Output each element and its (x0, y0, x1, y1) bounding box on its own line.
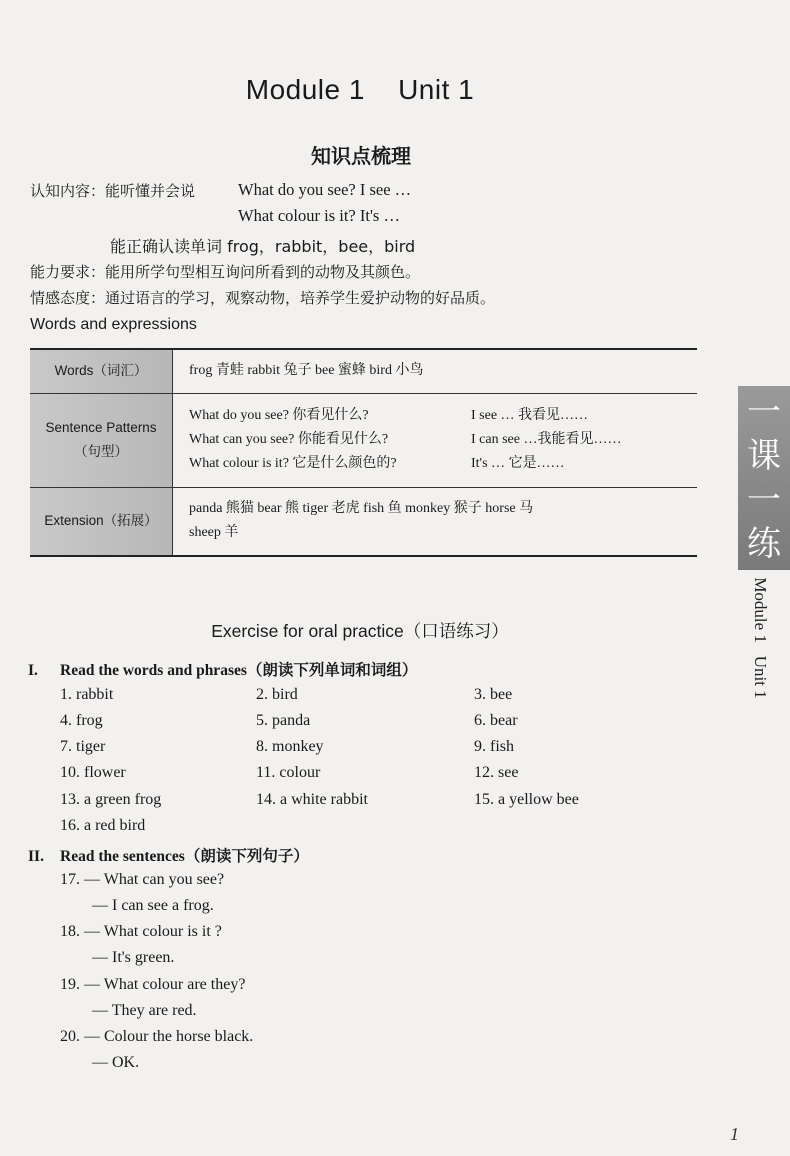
pattern-answer: I can see …我能看见…… (471, 432, 622, 447)
sentence-patterns-header-cn: （句型） (74, 444, 128, 459)
sentence-question: 17. — What can you see? (60, 871, 225, 888)
sentence-patterns-content (173, 393, 698, 487)
sentence-answer: — They are red. (92, 1002, 197, 1019)
word-item: 9. fish (474, 738, 514, 755)
sentence-answer: — I can see a frog. (92, 897, 214, 914)
word-item: 12. see (474, 764, 519, 781)
section-title: Read the words and phrases（朗读下列单词和词组） (60, 662, 418, 679)
table-row (30, 393, 697, 487)
pattern-row (189, 452, 697, 476)
extension-line-2: sheep 羊 (189, 525, 239, 541)
section-number: I. (28, 662, 38, 679)
pattern-row (189, 428, 697, 452)
page-title: Module 1 Unit 1 (245, 74, 475, 105)
word-item: 10. flower (60, 764, 126, 781)
knowledge-sentence-1: What do you see? I see … (238, 180, 412, 199)
words-header: Words（词汇） (30, 349, 173, 393)
sentence-question: 19. — What colour are they? (60, 976, 246, 993)
knowledge-line-2: 能正确认读单词 frog，rabbit，bee，bird (110, 237, 416, 256)
word-item: 5. panda (256, 712, 311, 729)
section-subtitle: 知识点梳理 (311, 144, 411, 168)
sentence-answer: — OK. (92, 1054, 140, 1071)
word-item: 7. tiger (60, 738, 106, 755)
section-heading-2 (28, 844, 309, 866)
sentence-question: 18. — What colour is it ? (60, 923, 222, 940)
side-tab-char: 课 (747, 436, 781, 476)
sentence-patterns-header (30, 393, 173, 487)
knowledge-label: 认知内容：能听懂并会说 (30, 182, 196, 200)
extension-content (173, 487, 698, 556)
knowledge-sentence-2: What colour is it? It's … (238, 206, 400, 225)
vocabulary-table (30, 348, 697, 557)
knowledge-line-4: 情感态度：通过语言的学习，观察动物，培养学生爱护动物的好品质。 (30, 289, 496, 307)
section-number: II. (28, 848, 44, 865)
knowledge-line-1 (30, 180, 195, 201)
word-item: 11. colour (256, 764, 321, 781)
word-item: 8. monkey (256, 738, 324, 755)
word-item: 1. rabbit (60, 686, 114, 703)
word-item: 2. bird (256, 686, 298, 703)
exercise-title: Exercise for oral practice（口语练习） (211, 621, 509, 641)
table-row (30, 487, 697, 556)
sentence-answer: — It's green. (92, 949, 175, 966)
side-tab-char: 练 (747, 524, 781, 564)
side-module-text: Module 1 Unit 1 (751, 577, 770, 699)
section-heading-1 (28, 658, 417, 680)
word-item: 16. a red bird (60, 817, 146, 834)
section-title: Read the sentences（朗读下列句子） (60, 848, 309, 865)
pattern-row (189, 404, 697, 428)
page-number: 1 (730, 1124, 739, 1144)
sentence-patterns-header-en: Sentence Patterns (45, 420, 157, 435)
extension-line-1: panda 熊猫 bear 熊 tiger 老虎 fish 鱼 monkey 猴子 horse 马 (189, 501, 534, 517)
word-item: 15. a yellow bee (474, 791, 579, 808)
pattern-question: What do you see? 你看见什么? (189, 408, 369, 423)
series-side-tab (738, 386, 790, 570)
pattern-answer: It's … 它是…… (471, 456, 565, 471)
pattern-question: What can you see? 你能看见什么? (189, 432, 389, 447)
side-tab-char: 一 (747, 480, 781, 520)
word-item: 6. bear (474, 712, 518, 729)
words-content: frog 青蛙 rabbit 兔子 bee 蜜蜂 bird 小鸟 (189, 363, 424, 379)
extension-header: Extension（拓展） (30, 487, 173, 556)
table-row (30, 349, 697, 393)
pattern-answer: I see … 我看见…… (471, 408, 589, 423)
word-item: 3. bee (474, 686, 513, 703)
word-item: 14. a white rabbit (256, 791, 368, 808)
word-item: 4. frog (60, 712, 103, 729)
sentence-question: 20. — Colour the horse black. (60, 1028, 254, 1045)
side-tab-char: 一 (747, 392, 781, 432)
words-expressions-heading: Words and expressions (30, 316, 197, 333)
pattern-question: What colour is it? 它是什么颜色的? (189, 456, 397, 471)
word-item: 13. a green frog (60, 791, 162, 808)
knowledge-line-3: 能力要求：能用所学句型相互询问所看到的动物及其颜色。 (30, 263, 421, 281)
